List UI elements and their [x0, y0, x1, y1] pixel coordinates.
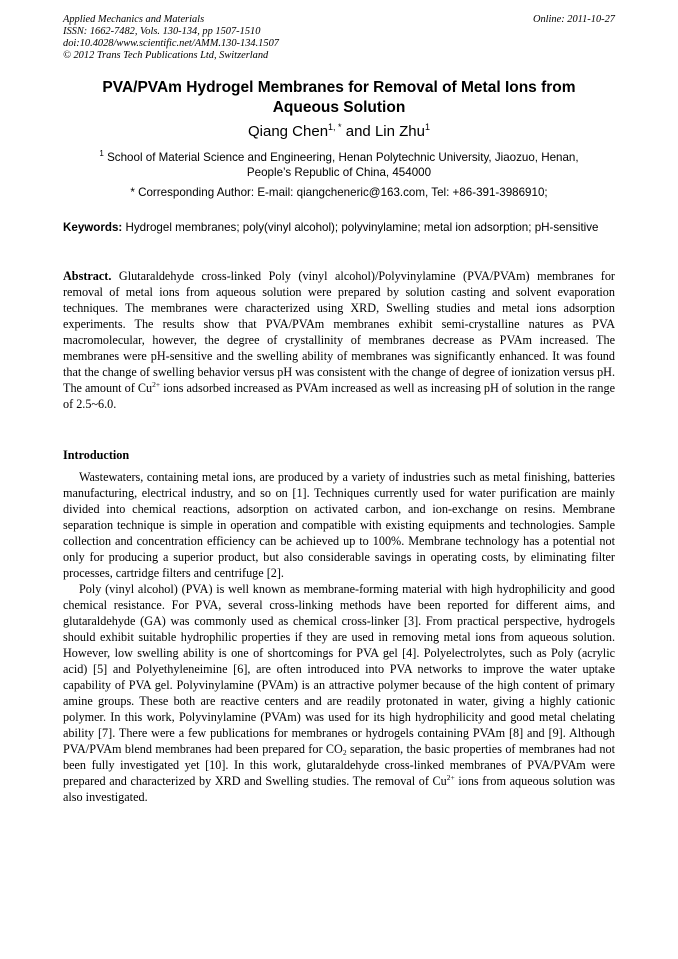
paragraph-text: Poly (vinyl alcohol) (PVA) is well known as membrane-forming material with high hydrophilicity and good chemical resistance. For PVA, several cross-linking methods have been reported for different aims, and glutaraldehyde (GA) was commonly used as chemical cross-linker [3]. From practical perspective, hydrogels should exhibit suitable hydrophilic properties if they are used in removing metal ions from aqueous solution. However, low swelling ability is one of shortcomings for PVA gel [4]. Polyelectrolytes, such as Poly (acrylic acid) [5] and Polyethyleneimine [6], are often introduced into PVA networks to improve the water uptake capability of PVA gel. Polyvinylamine (PVAm) is an attractive polymer because of the high content of primary amine groups. These both are reactive centers and are readily protonated in water, giving a highly cationic polymer. In this work, Polyvinylamine (PVAm) was used for its high hydrophilicity and good metal chelating ability [7]. There were a few publications for membranes or hydrogels containing PVAm [8] and [9]. Although PVA/PVAm blend membranes had been prepared for CO: [63, 582, 615, 756]
section-heading: Introduction: [63, 448, 130, 462]
journal-name: Applied Mechanics and Materials: [63, 14, 205, 25]
introduction-body: [63, 469, 615, 805]
paragraph-text: ions from aqueous solution was also investigated.: [63, 774, 615, 804]
author-name: Lin Zhu: [374, 123, 425, 140]
title-line-2: Aqueous Solution: [272, 99, 406, 116]
abstract: [63, 268, 615, 412]
author-list: [63, 122, 615, 142]
superscript: 2+: [152, 380, 161, 389]
online-date: Online: 2011-10-27: [532, 14, 615, 25]
title-line-1: PVA/PVAm Hydrogel Membranes for Removal of Metal Ions from: [102, 79, 576, 96]
issn-line: ISSN: 1662-7482, Vols. 130-134, pp 1507-1510: [63, 26, 261, 37]
abstract-label: Abstract.: [63, 269, 112, 283]
copyright-line: © 2012 Trans Tech Publications Ltd, Switzerland: [63, 50, 269, 61]
paper-title: [63, 78, 615, 118]
author-name: Qiang Chen: [247, 123, 329, 140]
doi-line: doi:10.4028/www.scientific.net/AMM.130-134.1507: [63, 38, 279, 49]
author-affiliation-mark: 1, *: [328, 122, 342, 132]
paragraph-text: separation, the basic properties of membranes had not been fully investigated yet [10]. In this work, glutaraldehyde cross-linked membranes of PVA/PVAm were prepared and characterized by XRD and Swelling studies. The removal of Cu: [63, 742, 616, 788]
journal-header: [63, 14, 615, 62]
keywords-text: Hydrogel membranes; poly(vinyl alcohol); polyvinylamine; metal ion adsorption; pH-sensitive: [122, 221, 599, 234]
corresponding-author: * Corresponding Author: E-mail: qiangcheneric@163.com, Tel: +86-391-3986910;: [130, 186, 548, 199]
affiliation-line-2: People’s Republic of China, 454000: [246, 166, 432, 179]
author-conjunction: and: [341, 123, 375, 140]
abstract-text: ions adsorbed increased as PVAm increased as well as increasing pH of solution in the range of 2.5~6.0.: [63, 381, 615, 411]
subscript: 2: [342, 748, 347, 757]
affiliation-mark: 1: [99, 149, 104, 158]
keywords: [63, 221, 615, 235]
abstract-text: Glutaraldehyde cross-linked Poly (vinyl alcohol)/Polyvinylamine (PVA/PVAm) membranes for removal of metal ions from aqueous solution were prepared by solution casting and solvent evaporation techniques. The membranes were characterized using XRD, Swelling studies and metal ions adsorption experiments. The results show that PVA/PVAm membranes exhibit semi-crystalline natures as PVA macromolecular, however, the degree of crystallinity of membranes decrease as PVAm increased. The membranes were pH-sensitive and the swelling ability of membranes was significantly enhanced. It was found that the change of swelling behavior versus pH was consistent with the change of degree of ionization versus pH. The amount of Cu: [63, 269, 616, 395]
paragraph: Wastewaters, containing metal ions, are produced by a variety of industries such as metal finishing, batteries manufacturing, electrical industry, and so on [1]. Techniques currently used for water purification are mainly divided into chemical reactions, adsorption on activated carbon, and ion-exchange on resins. Membrane separation technique is simple in operation and compatible with existing equipments and technologies. Sample collection and concentration efficiency can be achieved up to 100%. Membrane technology has a potential not only for producing a superior product, but also considerable savings in operating costs, by eliminating filter processes, cartridge filters and centrifuge [2].: [63, 470, 615, 580]
affiliation: [63, 150, 615, 180]
keywords-label: Keywords:: [63, 221, 123, 234]
affiliation-line-1: School of Material Science and Engineering, Henan Polytechnic University, Jiaozuo, Henan,: [107, 151, 579, 164]
superscript: 2+: [446, 773, 455, 782]
author-affiliation-mark: 1: [424, 122, 430, 132]
paragraph: [63, 581, 615, 805]
